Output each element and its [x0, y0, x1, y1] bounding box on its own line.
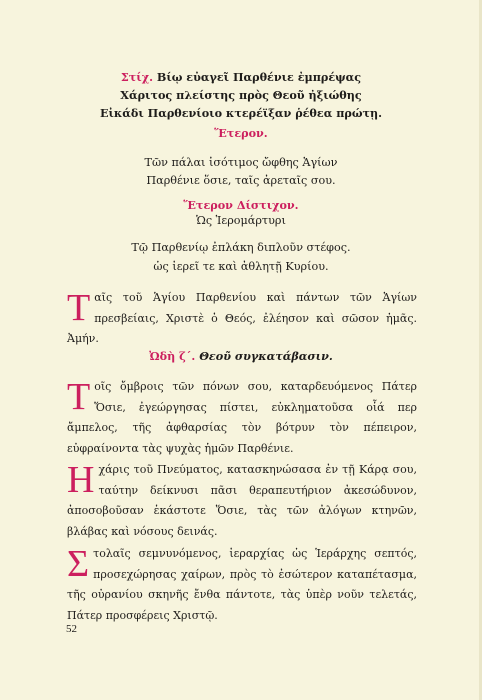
- distichon-line-1: Τῷ Παρθενίῳ ἐπλάκη διπλοῦν στέφος.: [131, 241, 351, 254]
- troparion-text: οῖς ὄμβροις τῶν πόνων σου, καταρδευόμενος Πάτερ Ὅσιε, ἐγεώργησας πίστει, εὐκληματοῦσα οἷά περ ἄμπελος, τῆς ἀφθαρσίας τὸν βότρυν τὸν πέπειρον, εὐφραίνοντα τὰς ψυχὰς ἡμῶν Παρθένιε.: [67, 380, 417, 455]
- page-number: 52: [66, 623, 77, 635]
- stichos-line-3: Εἰκάδι Παρθενίοιο κτερέϊξαν ῥέθεα πρώτῃ.: [99, 106, 383, 120]
- drop-cap: Η: [67, 459, 95, 501]
- troparion-text: χάρις τοῦ Πνεύματος, κατασκηνώσασα ἐν τῇ Κάρᾳ σου, ταύτην δείκνυσι πᾶσι θεραπευτήριον ἀκεσώδυνον, ἀποσοβοῦσαν ἑκάστοτε Ὅσιε, τὰς τῶν ἀλόγων κτηνῶν, βλάβας καὶ νόσους δεινάς.: [67, 463, 417, 538]
- ode-heading: [0, 349, 482, 363]
- stichos-label: Στίχ.: [120, 70, 153, 84]
- prayer-text: αῖς τοῦ Ἁγίου Παρθενίου καὶ πάντων τῶν Ἁγίων πρεσβείαις, Χριστὲ ὁ Θεός, ἐλέησον καὶ σῶσον ἡμᾶς. Ἀμήν.: [67, 291, 417, 345]
- heteron-distichon-heading: Ἕτερον Δίστιχον.: [183, 198, 299, 212]
- heteron-line-1: Τῶν πάλαι ἰσότιμος ὤφθης Ἁγίων: [144, 156, 338, 169]
- ode-heirmos: Θεοῦ συγκατάβασιν.: [199, 349, 333, 363]
- distichon-line-2: ὡς ἱερεῖ τε καὶ ἀθλητῇ Κυρίου.: [153, 260, 329, 273]
- heteron-distichon-subline: Ὡς Ἱερομάρτυρι: [196, 214, 286, 227]
- troparion-1: [67, 377, 417, 459]
- dismissal-prayer: [67, 288, 417, 350]
- drop-cap: Τ: [67, 376, 91, 418]
- drop-cap: Σ: [67, 543, 90, 585]
- stichos-line-1-text: Βίῳ εὐαγεῖ Παρθένιε ἐμπρέψας: [156, 70, 362, 84]
- troparion-3: [67, 544, 417, 626]
- stichos-line-2: Χάριτος πλείστης πρὸς Θεοῦ ἠξιώθης: [120, 88, 362, 102]
- troparion-text: τολαῖς σεμνυνόμενος, ἱεραρχίας ὡς Ἱεράρχης σεπτός, προσεχώρησας χαίρων, πρὸς τὸ ἐσώτερον καταπέτασμα, τῆς οὐρανίου σκηνῆς ἔνθα πάντοτε, τὰς ὑπὲρ νοῦν τελετάς, Πάτερ προσφέρεις Χριστῷ.: [67, 547, 417, 622]
- ode-number: Ὠδὴ ζ΄.: [149, 349, 196, 363]
- troparion-2: [67, 460, 417, 542]
- drop-cap: Τ: [67, 287, 91, 329]
- stichos-line-1: [0, 70, 482, 84]
- heteron-heading: Ἕτερον.: [214, 126, 268, 140]
- heteron-line-2: Παρθένιε ὅσιε, ταῖς ἀρεταῖς σου.: [146, 174, 336, 187]
